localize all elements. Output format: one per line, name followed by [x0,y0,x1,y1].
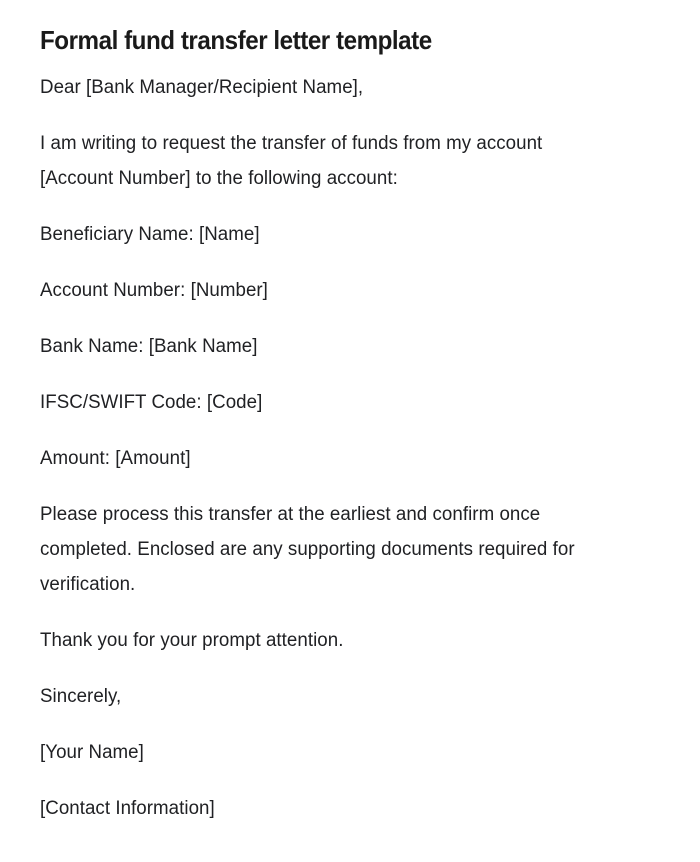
paragraph-closing: Sincerely, [40,686,122,707]
paragraph-account-number: Account Number: [Number] [40,280,268,301]
paragraph-thanks: Thank you for your prompt attention. [40,630,344,651]
letter-body [40,70,625,826]
paragraph-salutation: Dear [Bank Manager/Recipient Name], [40,77,364,98]
paragraph-bank-name: Bank Name: [Bank Name] [40,336,258,357]
paragraph-signature-contact: [Contact Information] [40,798,215,819]
paragraph-beneficiary-name: Beneficiary Name: [Name] [40,224,260,245]
paragraph-amount: Amount: [Amount] [40,448,191,469]
paragraph-signature-name: [Your Name] [40,742,144,763]
paragraph-intro: I am writing to request the transfer of funds from my account [Account Number] to the following account: [40,133,543,189]
page-title: Formal fund transfer letter template [40,25,432,55]
paragraph-ifsc-swift-code: IFSC/SWIFT Code: [Code] [40,392,263,413]
paragraph-processing-request: Please process this transfer at the earliest and confirm once completed. Enclosed are any supporting documents required for verification. [40,504,575,595]
